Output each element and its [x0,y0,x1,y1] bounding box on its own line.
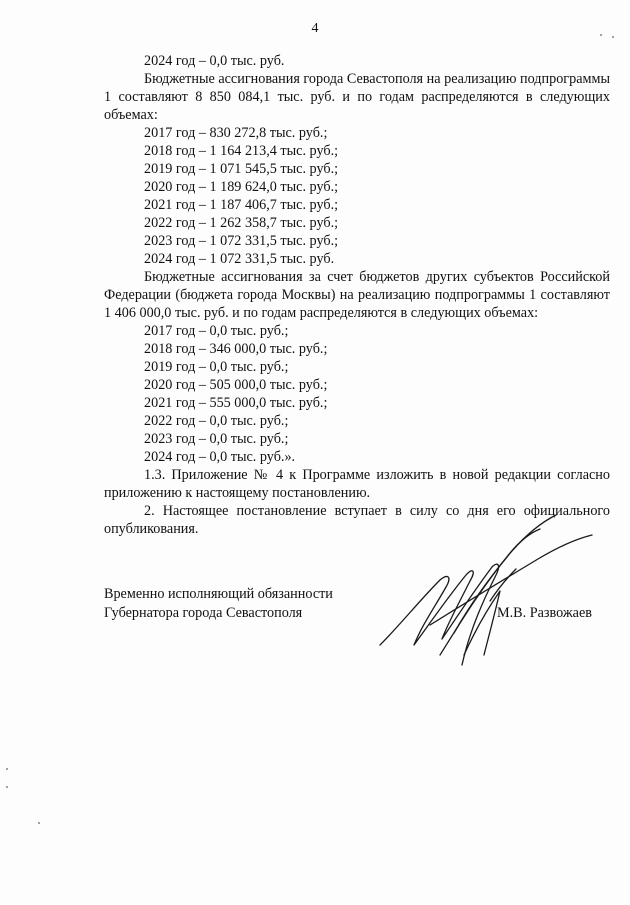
opening-line: 2024 год – 0,0 тыс. руб. [144,53,285,69]
list-item: 2018 год – 1 164 213,4 тыс. руб.; [144,143,339,159]
document-body [104,52,610,538]
list-item: 2024 год – 1 072 331,5 тыс. руб. [144,251,335,267]
list-item: 2024 год – 0,0 тыс. руб.». [144,449,296,465]
signatory-title [104,585,333,623]
page-number: 4 [311,21,319,36]
list-item: 2023 год – 0,0 тыс. руб.; [144,431,289,447]
signatory-title-line-2: Губернатора города Севастополя [104,605,303,621]
clause-1-3: 1.3. Приложение № 4 к Программе изложить в новой редакции согласно приложению к настоящему постановлению. [104,467,610,501]
list-item: 2018 год – 346 000,0 тыс. руб.; [144,341,328,357]
sevastopol-budget-paragraph: Бюджетные ассигнования города Севастополя на реализацию подпрограммы 1 составляют 8 850 084,1 тыс. руб. и по годам распределяются в следующих объемах: [104,71,610,123]
list-item: 2019 год – 1 071 545,5 тыс. руб.; [144,161,339,177]
other-subjects-budget-paragraph: Бюджетные ассигнования за счет бюджетов других субъектов Российской Федерации (бюджета города Москвы) на реализацию подпрограммы 1 составляют 1 406 000,0 тыс. руб. и по годам распределяются в следующих объемах: [104,269,610,321]
list-item: 2020 год – 1 189 624,0 тыс. руб.; [144,179,339,195]
list-item: 2022 год – 1 262 358,7 тыс. руб.; [144,215,339,231]
signatory-name: М.В. Развожаев [497,605,592,621]
list-item: 2021 год – 555 000,0 тыс. руб.; [144,395,328,411]
clause-2: 2. Настоящее постановление вступает в силу со дня его официального опубликования. [104,503,610,537]
list-item: 2021 год – 1 187 406,7 тыс. руб.; [144,197,339,213]
scan-speck [6,786,8,788]
list-item: 2020 год – 505 000,0 тыс. руб.; [144,377,328,393]
list-item: 2022 год – 0,0 тыс. руб.; [144,413,289,429]
scan-speck [600,34,602,36]
scan-speck [612,36,614,38]
other-subjects-budget-list [104,322,610,466]
scan-speck [38,822,40,824]
list-item: 2023 год – 1 072 331,5 тыс. руб.; [144,233,339,249]
sevastopol-budget-list [104,124,610,268]
scan-speck [6,768,8,770]
handwritten-signature [370,505,610,675]
list-item: 2017 год – 830 272,8 тыс. руб.; [144,125,328,141]
list-item: 2019 год – 0,0 тыс. руб.; [144,359,289,375]
list-item: 2017 год – 0,0 тыс. руб.; [144,323,289,339]
signatory-title-line-1: Временно исполняющий обязанности [104,586,333,602]
